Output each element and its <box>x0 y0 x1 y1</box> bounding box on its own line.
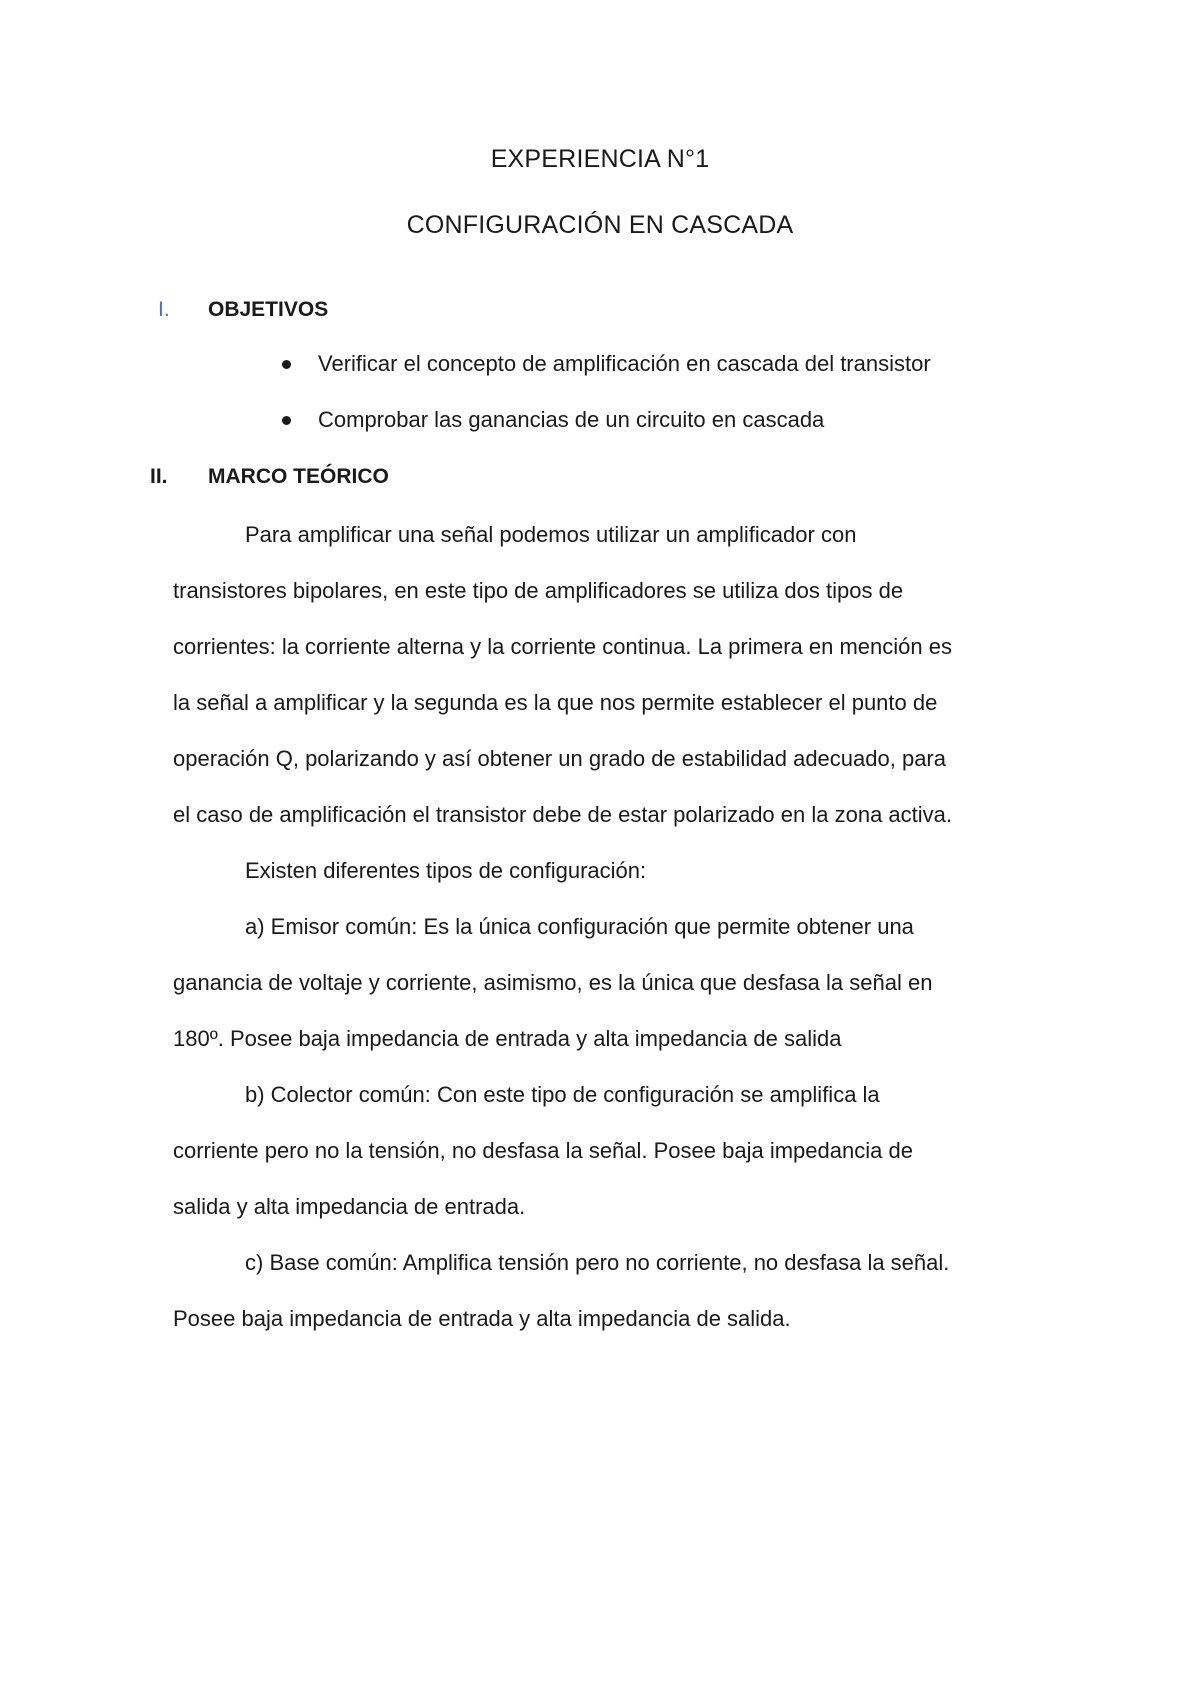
paragraph-line: corrientes: la corriente alterna y la corriente continua. La primera en mención es <box>173 634 952 659</box>
section-2-heading: MARCO TEÓRICO <box>208 465 389 488</box>
paragraph-line: corriente pero no la tensión, no desfasa la señal. Posee baja impedancia de <box>173 1138 913 1163</box>
paragraph-line: el caso de amplificación el transistor debe de estar polarizado en la zona activa. <box>173 802 953 827</box>
paragraph-line: salida y alta impedancia de entrada. <box>173 1194 526 1219</box>
bullet-icon <box>282 416 291 425</box>
section-1-number: I. <box>158 298 170 321</box>
paragraph-line: operación Q, polarizando y así obtener un grado de estabilidad adecuado, para <box>173 746 946 771</box>
paragraph-line: a) Emisor común: Es la única configuración que permite obtener una <box>245 914 914 939</box>
paragraph-line: c) Base común: Amplifica tensión pero no corriente, no desfasa la señal. <box>245 1250 950 1275</box>
bullet-icon <box>282 360 291 369</box>
paragraph-line: ganancia de voltaje y corriente, asimismo, es la única que desfasa la señal en <box>173 970 933 995</box>
paragraph-line: Para amplificar una señal podemos utilizar un amplificador con <box>245 522 857 547</box>
paragraph-line: transistores bipolares, en este tipo de amplificadores se utiliza dos tipos de <box>173 578 904 603</box>
objective-item: Comprobar las ganancias de un circuito en cascada <box>318 407 825 432</box>
paragraph-line: Existen diferentes tipos de configuración: <box>245 858 647 883</box>
paragraph-line: b) Colector común: Con este tipo de configuración se amplifica la <box>245 1082 880 1107</box>
paragraph-line: Posee baja impedancia de entrada y alta impedancia de salida. <box>173 1306 791 1331</box>
objective-item: Verificar el concepto de amplificación en cascada del transistor <box>318 351 931 376</box>
document-title: EXPERIENCIA N°1 <box>490 145 710 173</box>
paragraph-line: 180º. Posee baja impedancia de entrada y alta impedancia de salida <box>173 1026 842 1051</box>
document-subtitle: CONFIGURACIÓN EN CASCADA <box>406 211 794 239</box>
section-2-number: II. <box>150 465 168 488</box>
paragraph-line: la señal a amplificar y la segunda es la que nos permite establecer el punto de <box>173 690 938 715</box>
section-1-heading: OBJETIVOS <box>208 298 329 321</box>
